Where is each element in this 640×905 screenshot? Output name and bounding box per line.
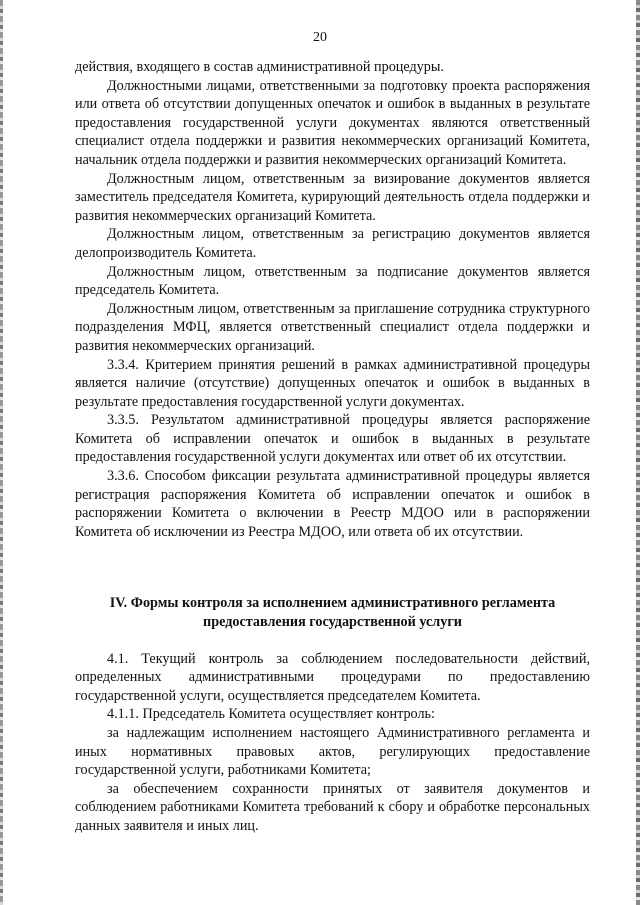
paragraph-4-1-1: 4.1.1. Председатель Комитета осуществляет контроль: bbox=[107, 706, 435, 723]
paragraph-control-regulation: за надлежащим исполнением настоящего Административного регламента и иных нормативных правовых актов, регулирующих предоставление государственной услуги, работниками Комитета; bbox=[75, 725, 590, 779]
scan-edge-right bbox=[636, 0, 640, 905]
section-heading-line-2: предоставления государственной услуги bbox=[203, 614, 462, 631]
document-body bbox=[75, 58, 590, 836]
paragraph-responsible-invitation: Должностным лицом, ответственным за приглашение сотрудника структурного подразделения МФЦ, является ответственный специалист отдела поддержки и развития некоммерческих организаций. bbox=[75, 300, 590, 354]
paragraph-3-3-5: 3.3.5. Результатом административной процедуры является распоряжение Комитета об исправлении опечаток и ошибок в выданных в результате предоставления государственной услуги документах или ответ об их отсутствии. bbox=[75, 412, 590, 466]
scan-edge-left bbox=[0, 0, 3, 905]
heading-spacer bbox=[75, 632, 590, 650]
paragraph-control-documents: за обеспечением сохранности принятых от заявителя документов и соблюдением работниками Комитета требований к сбору и обработке персональных данных заявителя и иных лиц. bbox=[75, 780, 590, 834]
paragraph-responsible-drafting: Должностными лицами, ответственными за подготовку проекта распоряжения или ответа об отсутствии допущенных опечаток и ошибок в выданных в результате предоставления государственной услуги документах являются ответственный специалист отдела поддержки и развития некоммерческих организаций Комитета, начальник отдела поддержки и развития некоммерческих организаций Комитета. bbox=[75, 77, 590, 168]
paragraph-responsible-approval: Должностным лицом, ответственным за визирование документов является заместитель председателя Комитета, курирующий деятельность отдела поддержки и развития некоммерческих организаций Комитета. bbox=[75, 170, 590, 224]
section-heading bbox=[75, 594, 590, 631]
paragraph-3-3-4: 3.3.4. Критерием принятия решений в рамках административной процедуры является наличие (отсутствие) допущенных опечаток и ошибок в выданных в результате предоставления государственной услуги документах. bbox=[75, 356, 590, 410]
paragraph-responsible-signing: Должностным лицом, ответственным за подписание документов является председатель Комитета. bbox=[75, 263, 590, 299]
paragraph-responsible-registration: Должностным лицом, ответственным за регистрацию документов является делопроизводитель Комитета. bbox=[75, 226, 590, 261]
section-heading-line-1: IV. Формы контроля за исполнением административного регламента bbox=[109, 595, 556, 612]
paragraph-3-3-6: 3.3.6. Способом фиксации результата административной процедуры является регистрация распоряжения Комитета об исправлении опечаток и ошибок в распоряжении Комитета о включении в Реестр МДОО или в распоряжении Комитета об исключении из Реестра МДОО, или ответа об их отсутствии. bbox=[75, 468, 590, 540]
page-number: 20 bbox=[313, 30, 327, 45]
paragraph-4-1: 4.1. Текущий контроль за соблюдением последовательности действий, определенных административными процедурами по предоставлению государственной услуги, осуществляется председателем Комитета. bbox=[75, 650, 590, 704]
paragraph-continuation: действия, входящего в состав административной процедуры. bbox=[75, 59, 444, 75]
